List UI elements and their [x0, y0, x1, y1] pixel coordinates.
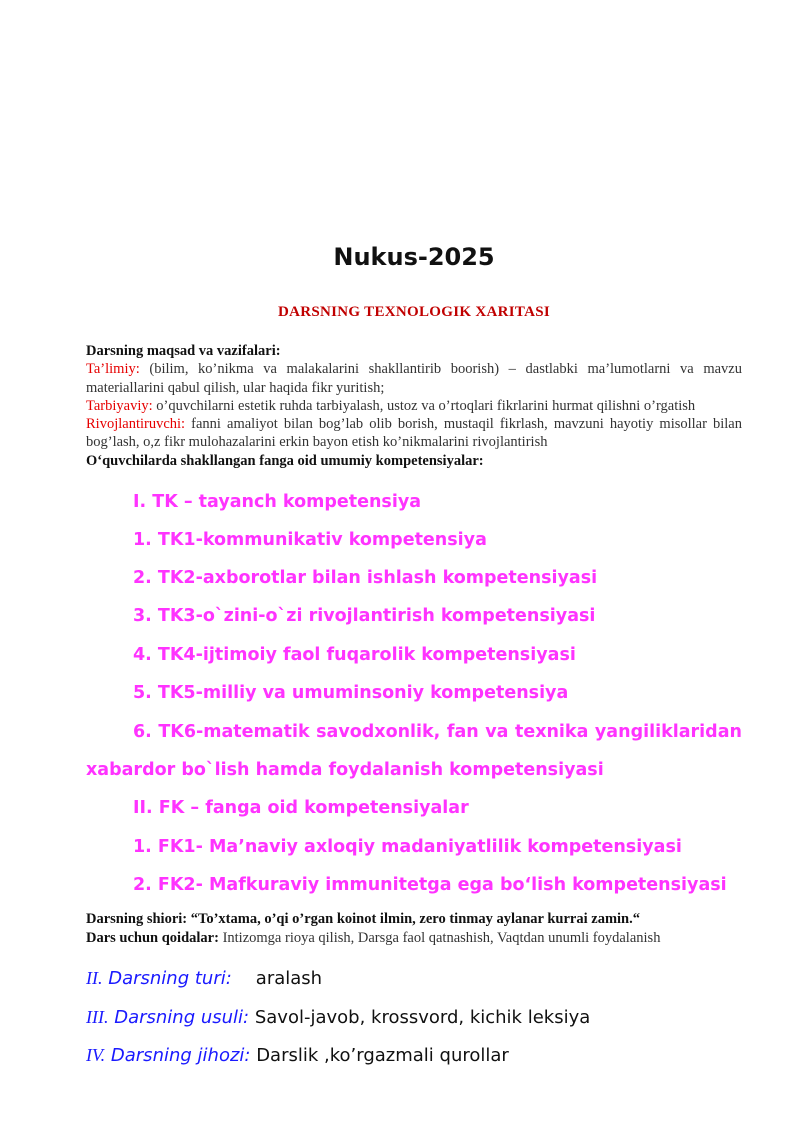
tarbiyaviy-text: o’quvchilarni estetik ruhda tarbiyalash, ustoz va o’rtoqlari fikrlarini hurmat qilishni o’rgatish — [152, 397, 696, 414]
competency-tk5: 5. TK5-milliy va umuminsoniy kompetensiya — [133, 683, 569, 703]
tk6-word: savodxonlik, — [316, 722, 441, 742]
competency-fk2: 2. FK2- Mafkuraviy immunitetga ega bo‘lish kompetensiyasi — [133, 875, 727, 895]
equip-roman: IV. — [86, 1045, 106, 1065]
tk-heading: I. TK – tayanch kompetensiya — [133, 492, 422, 512]
fk-heading: II. FK – fanga oid kompetensiyalar — [133, 798, 469, 818]
tk6-word: TK6-matematik — [158, 722, 310, 742]
lesson-goals-section — [86, 342, 742, 470]
motto-text: “To’xtama, o’qi o’rgan koinot ilmin, zero tinmay aylanar kurrai zamin.“ — [187, 911, 640, 927]
goals-heading: Darsning maqsad va vazifalari: — [86, 343, 281, 359]
rivojlantiruvchi-label: Rivojlantiruvchi: — [86, 416, 186, 433]
method-value: Savol-javob, krossvord, kichik leksiya — [249, 1007, 591, 1028]
competency-tk4: 4. TK4-ijtimoiy faol fuqarolik kompetensiyasi — [133, 645, 576, 665]
tk6-word: texnika — [514, 722, 589, 742]
rules-label: Dars uchun qoidalar: — [86, 930, 219, 946]
tk6-word: va — [485, 722, 509, 742]
equip-value: Darslik ,ko’rgazmali qurollar — [250, 1045, 509, 1066]
lesson-type — [86, 968, 322, 989]
city-year-title: Nukus-2025 — [333, 243, 495, 271]
competency-tk2: 2. TK2-axborotlar bilan ishlash kompetensiyasi — [133, 568, 598, 588]
tk6-word: yangiliklaridan — [594, 722, 742, 742]
competency-tk6-line2: xabardor bo`lish hamda foydalanish kompetensiyasi — [86, 760, 604, 780]
type-value: aralash — [255, 968, 323, 989]
goal-talimiy — [86, 360, 742, 397]
goal-rivojlantiruvchi — [86, 415, 742, 452]
goal-tarbiyaviy — [86, 397, 742, 415]
competency-tk3: 3. TK3-o`zini-o`zi rivojlantirish kompetensiyasi — [133, 606, 596, 626]
type-roman: II. — [86, 968, 103, 988]
talimiy-label: Ta’limiy: — [86, 361, 140, 378]
tk6-word: fan — [446, 722, 479, 742]
tarbiyaviy-label: Tarbiyaviy: — [86, 397, 153, 414]
competency-tk6-line1 — [133, 722, 742, 742]
motto-label: Darsning shiori: — [86, 911, 188, 927]
type-label: Darsning turi: — [102, 968, 232, 989]
rivojlantiruvchi-text: fanni amaliyot bilan bog’lab olib borish, mustaqil fikrlash, mavzuni hayotiy misollar bilan bog’lash, o,z fikr mulohazalarini erkin bayon etish ko’nikmalarini rivojlantirish — [86, 416, 742, 451]
competency-tk1: 1. TK1-kommunikativ kompetensiya — [133, 530, 487, 550]
lesson-equipment — [86, 1045, 509, 1066]
equip-label: Darsning jihozi: — [105, 1045, 251, 1066]
competencies-heading: O‘quvchilarda shakllangan fanga oid umumiy kompetensiyalar: — [86, 452, 484, 469]
talimiy-text: (bilim, ko’nikma va malakalarini shakllantirib boorish) – dastlabki ma’lumotlarni va mavzu materiallarini qabul qilish, ular haqida fikr yuritish; — [86, 361, 742, 396]
document-title: DARSNING TEXNOLOGIK XARITASI — [277, 304, 551, 320]
lesson-rules — [86, 930, 746, 947]
competency-fk1: 1. FK1- Ma’naviy axloqiy madaniyatlilik kompetensiyasi — [133, 837, 682, 857]
lesson-motto — [86, 911, 746, 928]
tk6-word: 6. — [133, 722, 152, 742]
rules-text: Intizomga rioya qilish, Darsga faol qatnashish, Vaqtdan unumli foydalanish — [218, 930, 661, 946]
method-roman: III. — [86, 1007, 109, 1027]
method-label: Darsning usuli: — [108, 1007, 250, 1028]
lesson-method — [86, 1007, 590, 1028]
